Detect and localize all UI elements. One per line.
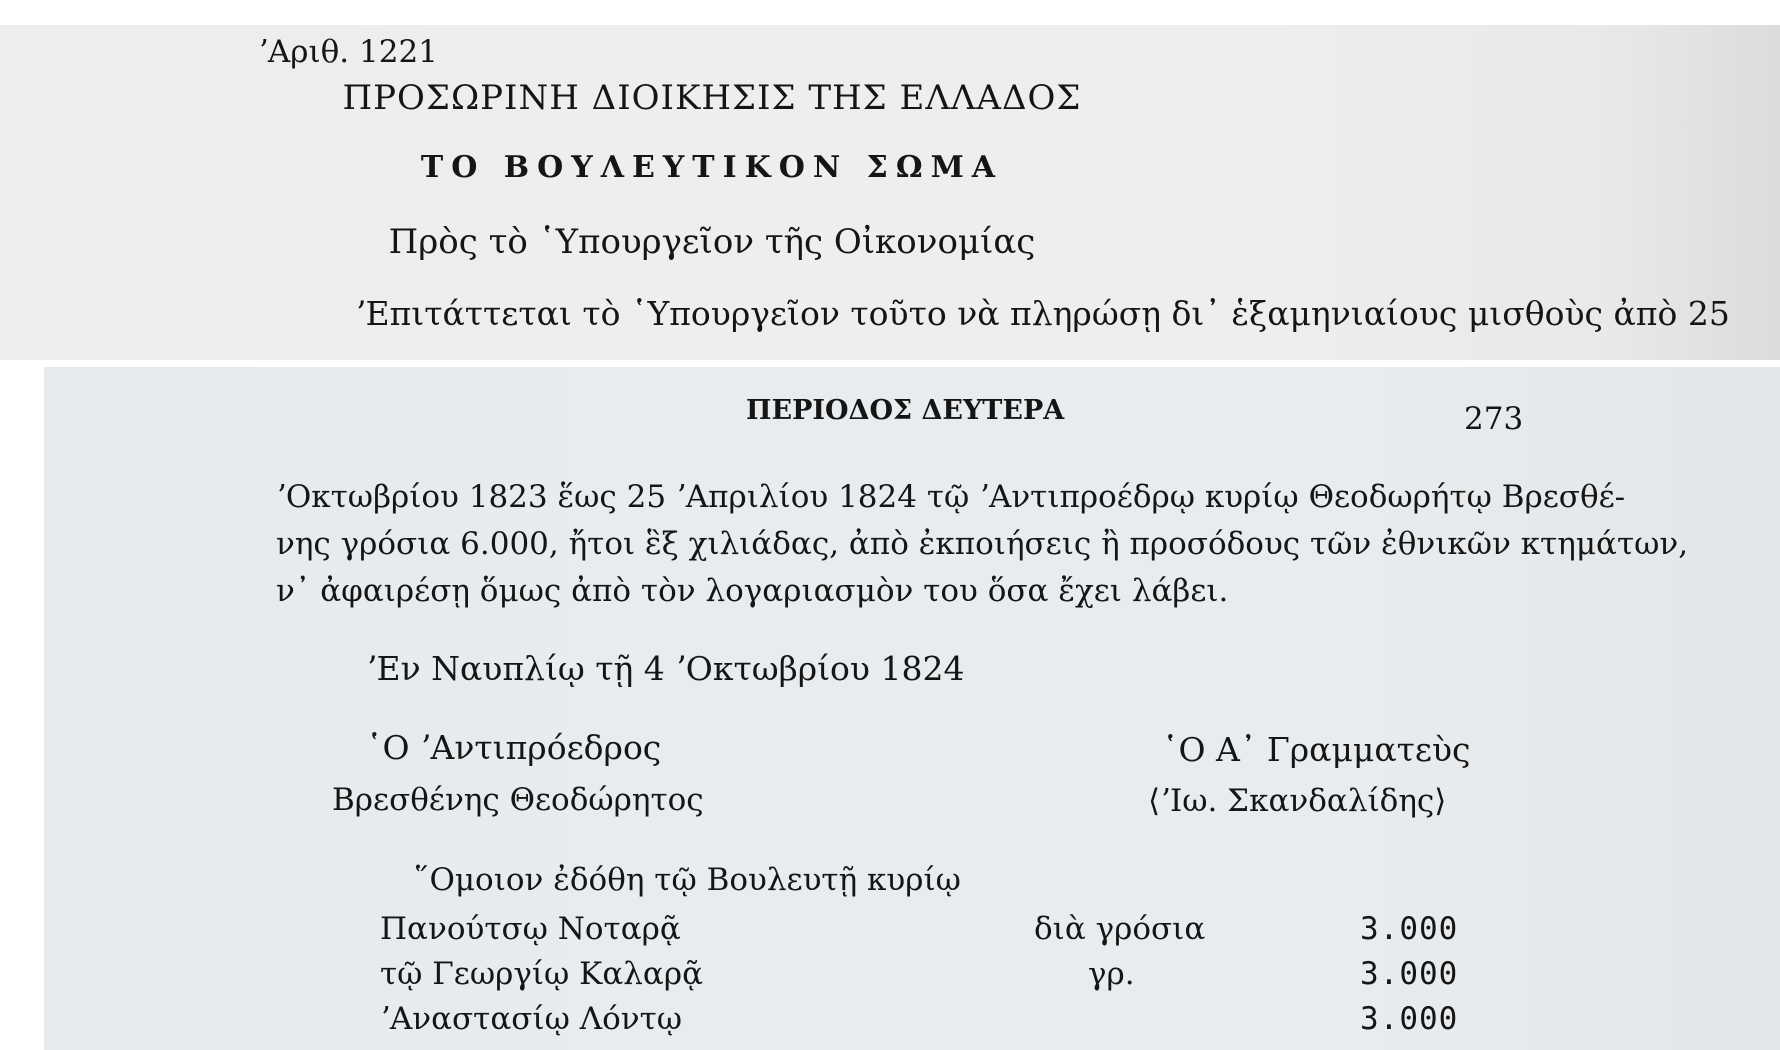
ledger-unit: διὰ γρόσια: [1034, 911, 1206, 947]
signature-left-name: Βρεσθένης Θεοδώρητος: [332, 782, 704, 818]
scan-top-strip: [0, 25, 1780, 360]
ledger-unit: γρ.: [1088, 956, 1135, 992]
place-date: ʼΕν Ναυπλίῳ τῇ 4 ʼΟκτωβρίου 1824: [366, 649, 965, 688]
signature-right-title: ῾Ο Α᾿ Γραμματεὺς: [1162, 730, 1471, 769]
document-number: ʼΑριθ. 1221: [258, 34, 438, 70]
ledger-amount: 3.000: [1360, 1001, 1459, 1037]
similar-issued-line: ῞Ομοιον ἐδόθη τῷ Βουλευτῇ κυρίῳ: [414, 862, 961, 898]
document-subheading: ΤΟ ΒΟΥΛΕΥΤΙΚΟΝ ΣΩΜΑ: [420, 150, 1004, 185]
paragraph-line: ν᾿ ἀφαιρέσῃ ὅμως ἀπὸ τὸν λογαριασμὸν του ὅσα ἔχει λάβει.: [276, 573, 1229, 609]
document-heading: ΠΡΟΣΩΡΙΝΗ ΔΙΟΙΚΗΣΙΣ ΤΗΣ ΕΛΛΑΔΟΣ: [342, 78, 1082, 118]
ledger-name: Πανούτσῳ Νοταρᾷ: [380, 911, 681, 947]
ledger-amount: 3.000: [1360, 956, 1459, 992]
signature-right-name: ⟨ʼΙω. Σκανδαλίδης⟩: [1148, 783, 1447, 819]
ledger-name: τῷ Γεωργίῳ Καλαρᾷ: [380, 956, 704, 992]
paragraph-line: νης γρόσια 6.000, ἤτοι ἓξ χιλιάδας, ἀπὸ ἐκποιήσεις ἢ προσόδους τῶν ἐθνικῶν κτημάτων,: [276, 526, 1689, 562]
signature-left-title: ῾Ο ʼΑντιπρόεδρος: [366, 728, 662, 767]
ledger-name: ʼΑναστασίῳ Λόντῳ: [380, 1001, 683, 1037]
document-body-start: ʼΕπιτάττεται τὸ ῾Υπουργεῖον τοῦτο νὰ πληρώσῃ δι᾿ ἑξαμηνιαίους μισθοὺς ἀπὸ 25: [355, 294, 1730, 333]
document-addressee: Πρὸς τὸ ῾Υπουργεῖον τῆς Οἰκονομίας: [388, 222, 1036, 262]
paragraph-line: ʼΟκτωβρίου 1823 ἕως 25 ʼΑπριλίου 1824 τῷ ʼΑντιπροέδρῳ κυρίῳ Θεοδωρήτῳ Βρεσθέ-: [276, 479, 1626, 515]
ledger-amount: 3.000: [1360, 911, 1459, 947]
scan-bottom-strip: [44, 367, 1780, 1050]
page-number: 273: [1464, 401, 1524, 437]
running-head: ΠΕΡΙΟΔΟΣ ΔΕΥΤΕΡΑ: [746, 395, 1065, 426]
